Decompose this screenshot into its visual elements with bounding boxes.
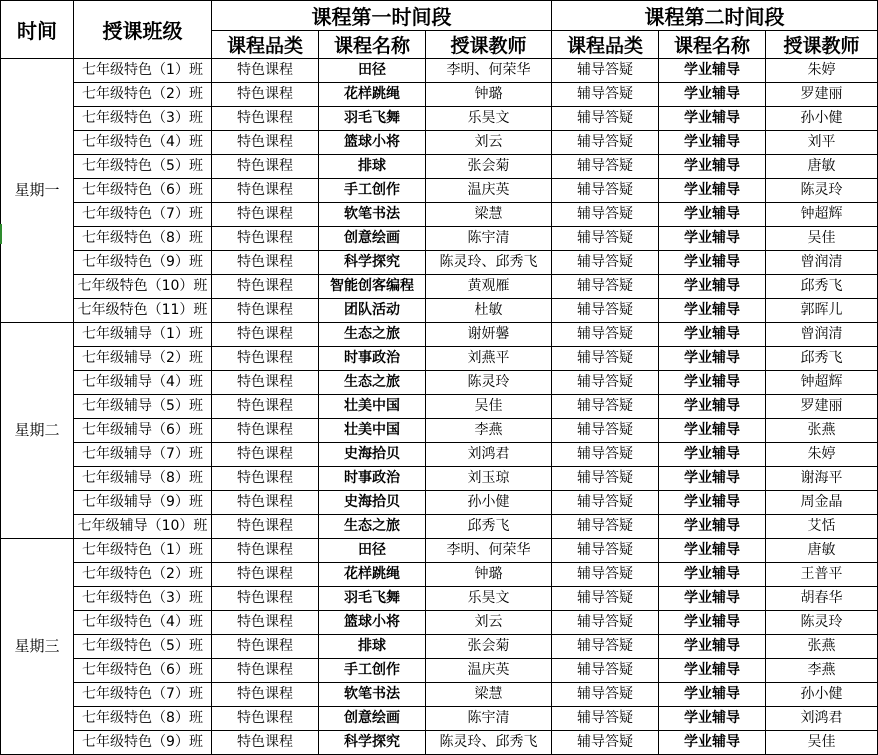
schedule-body [1, 59, 878, 755]
course-name-2-cell: 学业辅导 [659, 275, 766, 299]
category-2-cell: 辅导答疑 [552, 131, 659, 155]
table-row [1, 107, 878, 131]
category-2-cell: 辅导答疑 [552, 515, 659, 539]
category-1-cell: 特色课程 [212, 203, 319, 227]
course-name-1-cell: 手工创作 [319, 179, 426, 203]
teacher-1-cell: 孙小健 [426, 491, 552, 515]
category-2-cell: 辅导答疑 [552, 491, 659, 515]
teacher-2-cell: 唐敏 [766, 155, 878, 179]
category-2-cell: 辅导答疑 [552, 347, 659, 371]
course-name-2-cell: 学业辅导 [659, 347, 766, 371]
course-name-1-cell: 篮球小将 [319, 611, 426, 635]
table-row [1, 179, 878, 203]
table-row [1, 563, 878, 587]
category-1-cell: 特色课程 [212, 683, 319, 707]
header-teacher-2: 授课教师 [766, 31, 878, 59]
teacher-2-cell: 胡春华 [766, 587, 878, 611]
teacher-2-cell: 李燕 [766, 659, 878, 683]
course-name-2-cell: 学业辅导 [659, 707, 766, 731]
teacher-1-cell: 张会菊 [426, 635, 552, 659]
category-2-cell: 辅导答疑 [552, 539, 659, 563]
teacher-1-cell: 温庆英 [426, 179, 552, 203]
category-2-cell: 辅导答疑 [552, 59, 659, 83]
course-name-1-cell: 时事政治 [319, 467, 426, 491]
class-cell: 七年级特色（1）班 [74, 59, 212, 83]
table-row [1, 467, 878, 491]
category-1-cell: 特色课程 [212, 707, 319, 731]
class-cell: 七年级特色（9）班 [74, 731, 212, 755]
course-name-1-cell: 田径 [319, 59, 426, 83]
class-cell: 七年级辅导（6）班 [74, 419, 212, 443]
course-name-2-cell: 学业辅导 [659, 635, 766, 659]
course-name-2-cell: 学业辅导 [659, 611, 766, 635]
category-2-cell: 辅导答疑 [552, 683, 659, 707]
class-cell: 七年级特色（6）班 [74, 659, 212, 683]
teacher-1-cell: 乐昊文 [426, 587, 552, 611]
course-name-1-cell: 时事政治 [319, 347, 426, 371]
teacher-2-cell: 唐敏 [766, 539, 878, 563]
class-cell: 七年级特色（5）班 [74, 155, 212, 179]
course-name-2-cell: 学业辅导 [659, 419, 766, 443]
category-2-cell: 辅导答疑 [552, 635, 659, 659]
category-1-cell: 特色课程 [212, 347, 319, 371]
category-1-cell: 特色课程 [212, 275, 319, 299]
teacher-1-cell: 钟璐 [426, 83, 552, 107]
table-row [1, 155, 878, 179]
teacher-1-cell: 李燕 [426, 419, 552, 443]
teacher-2-cell: 朱婷 [766, 443, 878, 467]
teacher-2-cell: 孙小健 [766, 107, 878, 131]
course-name-1-cell: 智能创客编程 [319, 275, 426, 299]
header-name-1: 课程名称 [319, 31, 426, 59]
category-1-cell: 特色课程 [212, 539, 319, 563]
category-1-cell: 特色课程 [212, 659, 319, 683]
category-1-cell: 特色课程 [212, 515, 319, 539]
category-2-cell: 辅导答疑 [552, 323, 659, 347]
day-cell: 星期二 [1, 323, 74, 539]
teacher-1-cell: 刘鸿君 [426, 443, 552, 467]
teacher-2-cell: 张燕 [766, 635, 878, 659]
table-row [1, 443, 878, 467]
category-1-cell: 特色课程 [212, 107, 319, 131]
course-name-1-cell: 手工创作 [319, 659, 426, 683]
teacher-1-cell: 陈宇清 [426, 707, 552, 731]
class-cell: 七年级特色（8）班 [74, 227, 212, 251]
class-cell: 七年级特色（11）班 [74, 299, 212, 323]
course-name-2-cell: 学业辅导 [659, 59, 766, 83]
teacher-2-cell: 吴佳 [766, 731, 878, 755]
category-1-cell: 特色课程 [212, 419, 319, 443]
category-2-cell: 辅导答疑 [552, 731, 659, 755]
teacher-2-cell: 曾润清 [766, 323, 878, 347]
category-2-cell: 辅导答疑 [552, 107, 659, 131]
teacher-1-cell: 陈灵玲、邱秀飞 [426, 251, 552, 275]
teacher-1-cell: 刘玉琼 [426, 467, 552, 491]
course-name-2-cell: 学业辅导 [659, 539, 766, 563]
class-cell: 七年级特色（7）班 [74, 203, 212, 227]
class-cell: 七年级特色（4）班 [74, 131, 212, 155]
course-name-1-cell: 生态之旅 [319, 515, 426, 539]
header-time: 时间 [1, 1, 74, 59]
teacher-2-cell: 刘鸿君 [766, 707, 878, 731]
table-row [1, 515, 878, 539]
table-row [1, 395, 878, 419]
course-name-2-cell: 学业辅导 [659, 299, 766, 323]
teacher-2-cell: 邱秀飞 [766, 275, 878, 299]
category-1-cell: 特色课程 [212, 611, 319, 635]
teacher-1-cell: 温庆英 [426, 659, 552, 683]
category-1-cell: 特色课程 [212, 59, 319, 83]
class-cell: 七年级特色（8）班 [74, 707, 212, 731]
course-name-1-cell: 田径 [319, 539, 426, 563]
table-row [1, 275, 878, 299]
course-name-1-cell: 软笔书法 [319, 683, 426, 707]
table-row [1, 347, 878, 371]
teacher-1-cell: 梁慧 [426, 683, 552, 707]
course-name-2-cell: 学业辅导 [659, 323, 766, 347]
class-cell: 七年级辅导（2）班 [74, 347, 212, 371]
category-2-cell: 辅导答疑 [552, 611, 659, 635]
category-1-cell: 特色课程 [212, 155, 319, 179]
teacher-1-cell: 刘云 [426, 611, 552, 635]
class-cell: 七年级辅导（5）班 [74, 395, 212, 419]
table-row [1, 83, 878, 107]
course-name-2-cell: 学业辅导 [659, 227, 766, 251]
course-name-1-cell: 壮美中国 [319, 419, 426, 443]
course-name-1-cell: 排球 [319, 155, 426, 179]
teacher-1-cell: 梁慧 [426, 203, 552, 227]
day-cell: 星期一 [1, 59, 74, 323]
class-cell: 七年级特色（3）班 [74, 107, 212, 131]
course-name-1-cell: 创意绘画 [319, 227, 426, 251]
category-1-cell: 特色课程 [212, 395, 319, 419]
teacher-2-cell: 郭晖儿 [766, 299, 878, 323]
table-row [1, 731, 878, 755]
header-name-2: 课程名称 [659, 31, 766, 59]
class-cell: 七年级辅导（1）班 [74, 323, 212, 347]
course-name-2-cell: 学业辅导 [659, 371, 766, 395]
teacher-1-cell: 钟璐 [426, 563, 552, 587]
category-2-cell: 辅导答疑 [552, 179, 659, 203]
category-1-cell: 特色课程 [212, 563, 319, 587]
category-2-cell: 辅导答疑 [552, 587, 659, 611]
course-name-2-cell: 学业辅导 [659, 659, 766, 683]
category-2-cell: 辅导答疑 [552, 659, 659, 683]
category-2-cell: 辅导答疑 [552, 467, 659, 491]
teacher-2-cell: 吴佳 [766, 227, 878, 251]
category-2-cell: 辅导答疑 [552, 155, 659, 179]
table-row [1, 635, 878, 659]
course-name-1-cell: 史海拾贝 [319, 443, 426, 467]
teacher-1-cell: 吴佳 [426, 395, 552, 419]
category-1-cell: 特色课程 [212, 131, 319, 155]
course-name-1-cell: 花样跳绳 [319, 563, 426, 587]
course-name-2-cell: 学业辅导 [659, 443, 766, 467]
teacher-2-cell: 朱婷 [766, 59, 878, 83]
teacher-2-cell: 罗建丽 [766, 395, 878, 419]
table-row [1, 323, 878, 347]
table-row [1, 59, 878, 83]
category-1-cell: 特色课程 [212, 587, 319, 611]
table-row [1, 659, 878, 683]
course-name-1-cell: 团队活动 [319, 299, 426, 323]
course-name-2-cell: 学业辅导 [659, 491, 766, 515]
teacher-2-cell: 艾恬 [766, 515, 878, 539]
course-name-1-cell: 花样跳绳 [319, 83, 426, 107]
class-cell: 七年级特色（9）班 [74, 251, 212, 275]
category-1-cell: 特色课程 [212, 731, 319, 755]
course-name-1-cell: 软笔书法 [319, 203, 426, 227]
course-name-2-cell: 学业辅导 [659, 155, 766, 179]
header-period-1: 课程第一时间段 [212, 1, 552, 31]
table-row [1, 611, 878, 635]
category-1-cell: 特色课程 [212, 227, 319, 251]
teacher-1-cell: 乐昊文 [426, 107, 552, 131]
course-name-1-cell: 生态之旅 [319, 371, 426, 395]
class-cell: 七年级特色（4）班 [74, 611, 212, 635]
teacher-1-cell: 陈灵玲 [426, 371, 552, 395]
table-row [1, 707, 878, 731]
teacher-1-cell: 陈灵玲、邱秀飞 [426, 731, 552, 755]
category-1-cell: 特色课程 [212, 251, 319, 275]
table-row [1, 203, 878, 227]
class-cell: 七年级辅导（9）班 [74, 491, 212, 515]
course-name-2-cell: 学业辅导 [659, 587, 766, 611]
table-row [1, 371, 878, 395]
day-cell: 星期三 [1, 539, 74, 755]
course-name-2-cell: 学业辅导 [659, 203, 766, 227]
header-category-2: 课程品类 [552, 31, 659, 59]
teacher-2-cell: 孙小健 [766, 683, 878, 707]
category-2-cell: 辅导答疑 [552, 371, 659, 395]
category-1-cell: 特色课程 [212, 179, 319, 203]
course-name-1-cell: 创意绘画 [319, 707, 426, 731]
class-cell: 七年级特色（10）班 [74, 275, 212, 299]
teacher-1-cell: 杜敏 [426, 299, 552, 323]
teacher-2-cell: 王普平 [766, 563, 878, 587]
course-name-2-cell: 学业辅导 [659, 395, 766, 419]
category-2-cell: 辅导答疑 [552, 395, 659, 419]
category-1-cell: 特色课程 [212, 83, 319, 107]
class-cell: 七年级特色（6）班 [74, 179, 212, 203]
category-2-cell: 辅导答疑 [552, 83, 659, 107]
category-2-cell: 辅导答疑 [552, 563, 659, 587]
category-1-cell: 特色课程 [212, 467, 319, 491]
course-name-1-cell: 排球 [319, 635, 426, 659]
teacher-1-cell: 张会菊 [426, 155, 552, 179]
teacher-1-cell: 刘燕平 [426, 347, 552, 371]
teacher-1-cell: 李明、何荣华 [426, 539, 552, 563]
table-row [1, 683, 878, 707]
category-1-cell: 特色课程 [212, 635, 319, 659]
teacher-2-cell: 谢海平 [766, 467, 878, 491]
teacher-2-cell: 周金晶 [766, 491, 878, 515]
table-row [1, 299, 878, 323]
category-2-cell: 辅导答疑 [552, 443, 659, 467]
category-1-cell: 特色课程 [212, 443, 319, 467]
teacher-2-cell: 刘平 [766, 131, 878, 155]
class-cell: 七年级特色（2）班 [74, 563, 212, 587]
table-row [1, 227, 878, 251]
category-1-cell: 特色课程 [212, 323, 319, 347]
category-2-cell: 辅导答疑 [552, 203, 659, 227]
class-cell: 七年级特色（5）班 [74, 635, 212, 659]
header-row-1 [1, 1, 878, 31]
category-1-cell: 特色课程 [212, 371, 319, 395]
course-name-2-cell: 学业辅导 [659, 107, 766, 131]
teacher-2-cell: 罗建丽 [766, 83, 878, 107]
teacher-1-cell: 黄观雁 [426, 275, 552, 299]
category-2-cell: 辅导答疑 [552, 275, 659, 299]
category-2-cell: 辅导答疑 [552, 251, 659, 275]
category-1-cell: 特色课程 [212, 491, 319, 515]
teacher-2-cell: 陈灵玲 [766, 179, 878, 203]
course-name-2-cell: 学业辅导 [659, 563, 766, 587]
category-2-cell: 辅导答疑 [552, 299, 659, 323]
table-row [1, 131, 878, 155]
teacher-2-cell: 曾润清 [766, 251, 878, 275]
teacher-2-cell: 张燕 [766, 419, 878, 443]
class-cell: 七年级特色（1）班 [74, 539, 212, 563]
course-name-2-cell: 学业辅导 [659, 131, 766, 155]
category-1-cell: 特色课程 [212, 299, 319, 323]
course-name-1-cell: 史海拾贝 [319, 491, 426, 515]
course-name-2-cell: 学业辅导 [659, 467, 766, 491]
header-teacher-1: 授课教师 [426, 31, 552, 59]
header-category-1: 课程品类 [212, 31, 319, 59]
table-row [1, 491, 878, 515]
table-row [1, 587, 878, 611]
course-name-1-cell: 羽毛飞舞 [319, 107, 426, 131]
class-cell: 七年级特色（7）班 [74, 683, 212, 707]
teacher-1-cell: 陈宇清 [426, 227, 552, 251]
course-name-1-cell: 科学探究 [319, 251, 426, 275]
course-name-1-cell: 科学探究 [319, 731, 426, 755]
teacher-2-cell: 钟超辉 [766, 203, 878, 227]
course-name-1-cell: 生态之旅 [319, 323, 426, 347]
teacher-2-cell: 邱秀飞 [766, 347, 878, 371]
teacher-1-cell: 邱秀飞 [426, 515, 552, 539]
class-cell: 七年级辅导（4）班 [74, 371, 212, 395]
teacher-1-cell: 李明、何荣华 [426, 59, 552, 83]
course-name-2-cell: 学业辅导 [659, 683, 766, 707]
category-2-cell: 辅导答疑 [552, 419, 659, 443]
course-name-2-cell: 学业辅导 [659, 83, 766, 107]
teacher-2-cell: 钟超辉 [766, 371, 878, 395]
course-name-1-cell: 壮美中国 [319, 395, 426, 419]
class-cell: 七年级辅导（10）班 [74, 515, 212, 539]
header-class: 授课班级 [74, 1, 212, 59]
teacher-1-cell: 刘云 [426, 131, 552, 155]
row-marker [0, 224, 2, 244]
teacher-1-cell: 谢妍馨 [426, 323, 552, 347]
course-name-1-cell: 羽毛飞舞 [319, 587, 426, 611]
teacher-2-cell: 陈灵玲 [766, 611, 878, 635]
course-name-2-cell: 学业辅导 [659, 515, 766, 539]
table-row [1, 251, 878, 275]
course-name-1-cell: 篮球小将 [319, 131, 426, 155]
category-2-cell: 辅导答疑 [552, 707, 659, 731]
class-cell: 七年级特色（3）班 [74, 587, 212, 611]
class-cell: 七年级特色（2）班 [74, 83, 212, 107]
class-cell: 七年级辅导（8）班 [74, 467, 212, 491]
course-name-2-cell: 学业辅导 [659, 731, 766, 755]
course-name-2-cell: 学业辅导 [659, 179, 766, 203]
table-row [1, 539, 878, 563]
category-2-cell: 辅导答疑 [552, 227, 659, 251]
course-name-2-cell: 学业辅导 [659, 251, 766, 275]
header-period-2: 课程第二时间段 [552, 1, 878, 31]
table-row [1, 419, 878, 443]
class-cell: 七年级辅导（7）班 [74, 443, 212, 467]
